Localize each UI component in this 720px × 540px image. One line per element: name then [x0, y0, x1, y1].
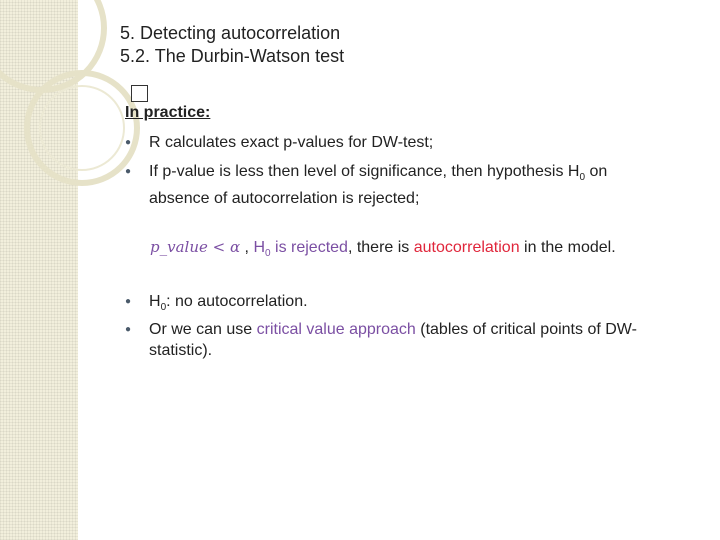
bullet-item-3 — [126, 291, 666, 318]
bullet-dot-icon: ● — [125, 296, 132, 307]
title-line-2: 5.2. The Durbin-Watson test — [120, 46, 345, 66]
bullet-item-1 — [126, 132, 666, 153]
title-line-1: 5. Detecting autocorrelation — [120, 23, 341, 43]
bullet-text: Or we can use critical value approach (tables of critical points of DW-statistic). — [149, 321, 637, 359]
bullet-item-4 — [126, 319, 671, 361]
formula-rejected: $H_0$ is rejected — [253, 239, 348, 260]
bullet-text: $H_0$: no autocorrelation. — [149, 293, 308, 314]
bullet-dot-icon: ● — [125, 137, 132, 148]
section-heading: In practice: — [125, 104, 211, 121]
bullet-dot-icon: ● — [125, 324, 132, 335]
bullet-dot-icon: ● — [125, 166, 132, 177]
bullet-item-2 — [126, 161, 671, 209]
formula-math: p_value < α — [150, 238, 241, 256]
bullet-text: If p-value is less then level of significance, then hypothesis $H_0$ on absence of autocorrelation is rejected; — [149, 163, 608, 208]
slide-title — [120, 22, 344, 68]
placeholder-box-icon — [131, 85, 148, 102]
formula-line: p_value < α , $H_0$ is rejected, there is autocorrelation in the model. — [150, 238, 616, 260]
formula-autocorrelation: autocorrelation — [413, 239, 520, 256]
bullet-text: R calculates exact p-values for DW-test; — [149, 134, 434, 151]
critical-value-highlight: critical value approach — [256, 321, 416, 338]
